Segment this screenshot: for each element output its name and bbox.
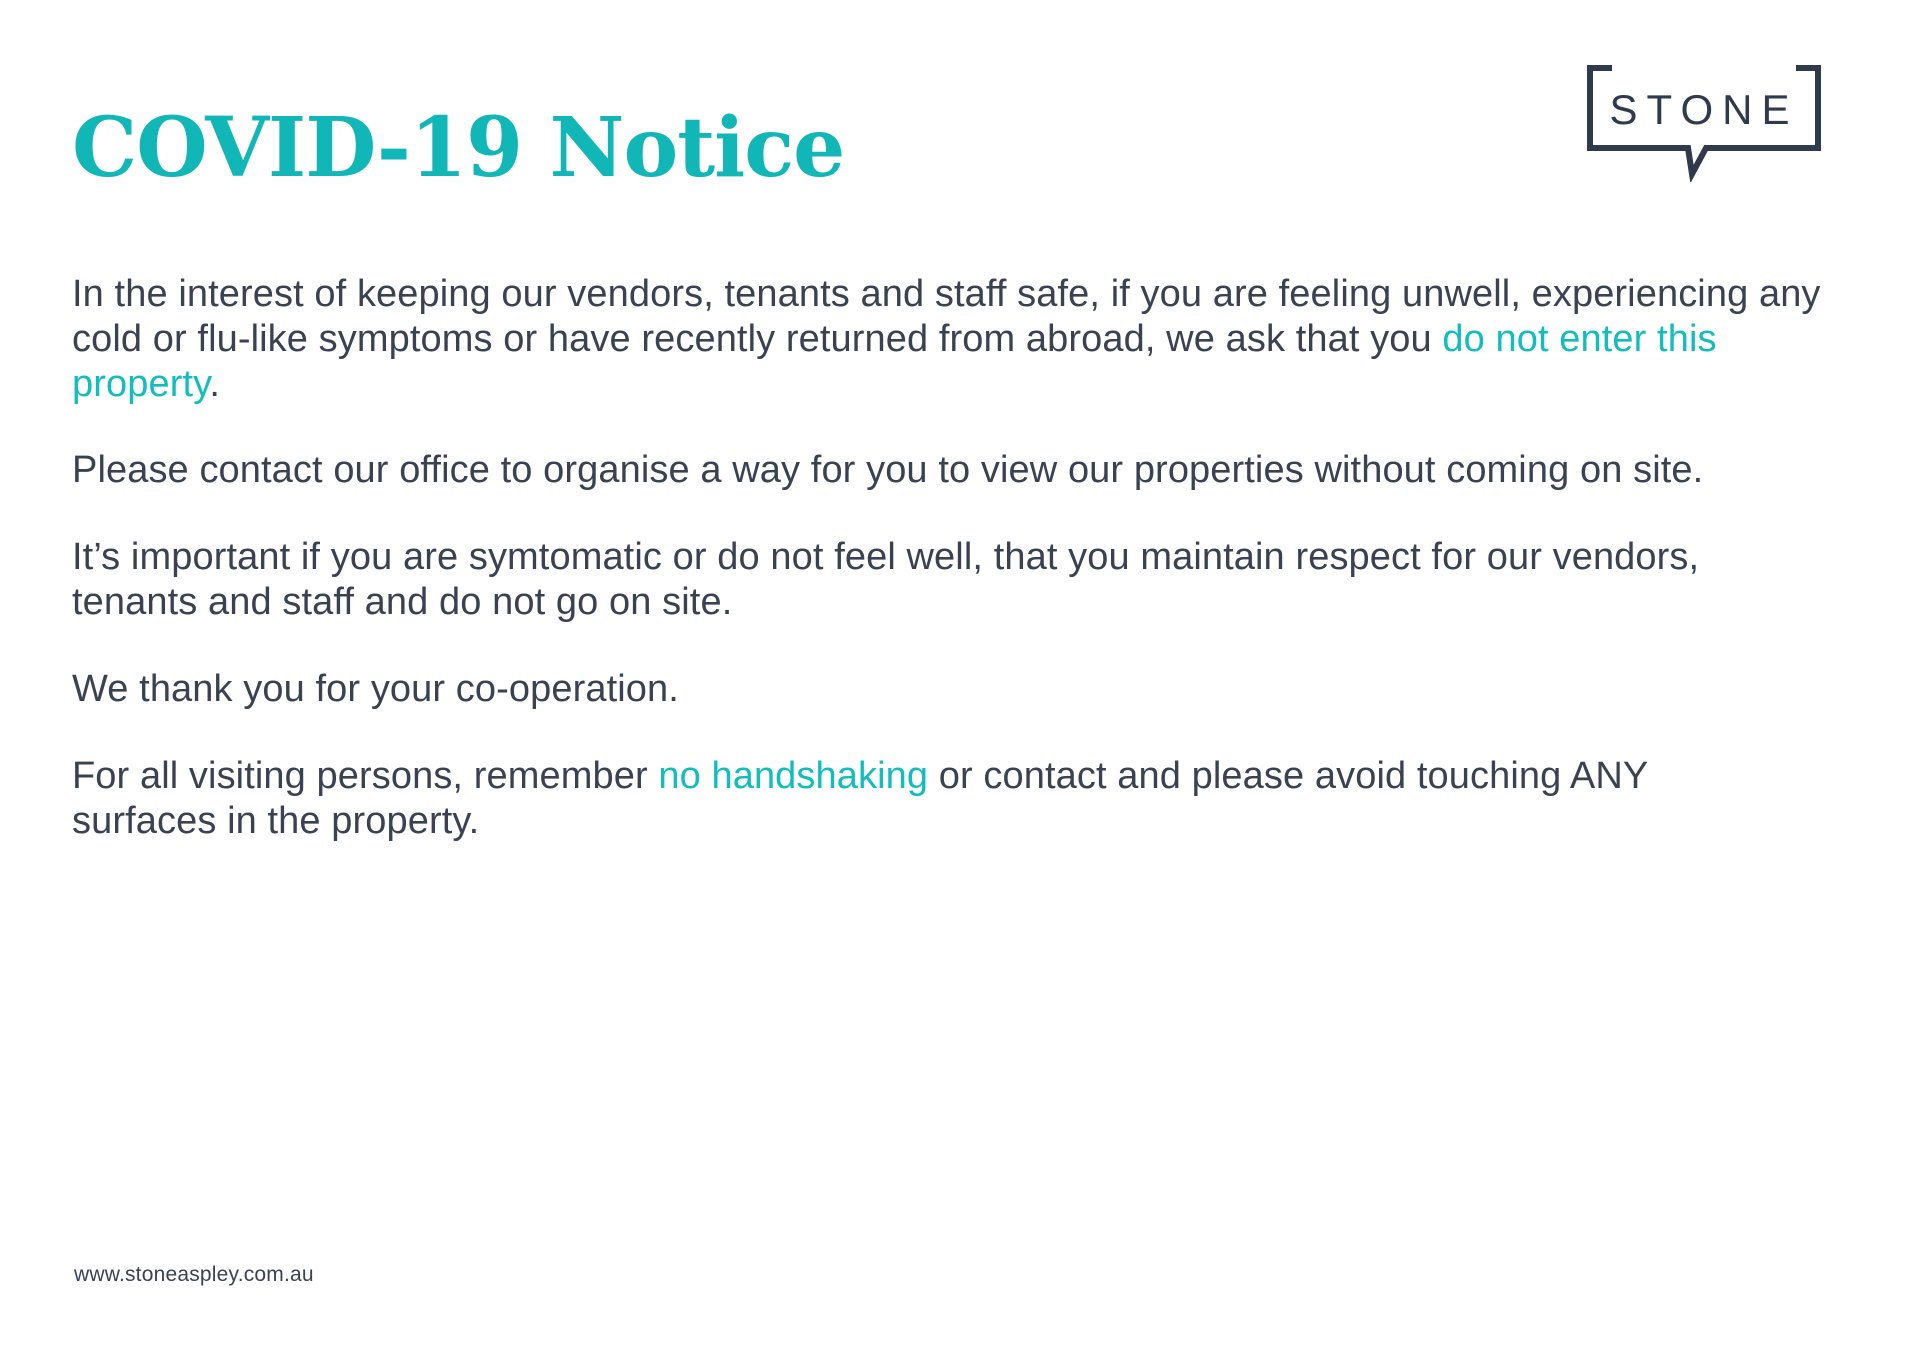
paragraph-5-text-after: or contact and please avoid touching ANY surfaces in the property.	[72, 754, 1648, 842]
paragraph-3	[72, 535, 1792, 625]
paragraph-4	[72, 667, 1862, 712]
stone-logo	[1584, 62, 1824, 182]
footer-website[interactable]: www.stoneaspley.com.au	[74, 1263, 314, 1286]
paragraph-1-text-before: In the interest of keeping our vendors, tenants and staff safe, if you are feeling unwell, experiencing any cold or flu-like symptoms or have recently returned from abroad, we ask that you	[72, 273, 1821, 360]
paragraph-5-highlight: no handshaking	[658, 754, 929, 797]
svg-text:STONE: STONE	[1609, 86, 1799, 133]
paragraph-2-text: Please contact our office to organise a way for you to view our properties without coming on site.	[72, 449, 1704, 492]
paragraph-2	[72, 448, 1792, 493]
paragraph-1	[72, 272, 1862, 406]
paragraph-1-highlight: do not enter this property	[72, 317, 1717, 405]
page-title: COVID-19 Notice	[72, 99, 845, 196]
paragraph-5	[72, 754, 1792, 844]
page-header	[72, 52, 1848, 196]
notice-body	[72, 272, 1862, 843]
paragraph-3-text: It’s important if you are symtomatic or do not feel well, that you maintain respect for our vendors, tenants and staff and do not go on site.	[72, 536, 1700, 624]
paragraph-1-text-after: .	[209, 362, 221, 405]
paragraph-5-text-before: For all visiting persons, remember	[72, 754, 659, 797]
paragraph-4-text: We thank you for your co-operation.	[72, 667, 679, 710]
